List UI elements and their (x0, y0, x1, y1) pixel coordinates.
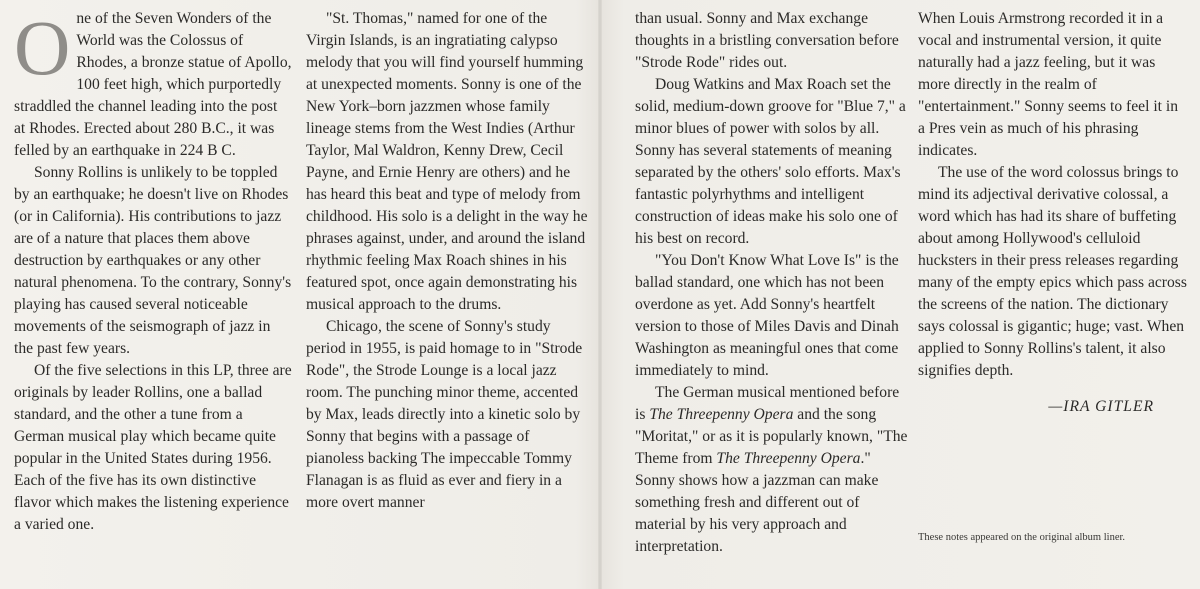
paragraph-5-continued: than usual. Sonny and Max exchange thoughts in a bristling conversation before "Strode Rode" rides out. (635, 10, 899, 71)
paragraph-9: The use of the word colossus brings to mind its adjectival derivative colossal, a word which has had its share of buffeting about among Hollywood's celluloid hucksters in their press releases regarding many of the empty epics which pass across the screens of the nation. The dictionary says colossal is gigantic; huge; vast. When applied to Sonny Rollins's talent, it also signifies depth. (918, 164, 1187, 379)
paragraph-2: Sonny Rollins is unlikely to be toppled by an earthquake; he doesn't live on Rhodes (or in California). His contributions to jazz are of a nature that places them above destruction by earthquakes or any other natural phenomena. To the contrary, Sonny's playing has caused several noticeable movements of the seismograph of jazz in the past few years. (14, 164, 292, 357)
paragraph-3: Of the five selections in this LP, three are originals by leader Rollins, one a ballad standard, and the other a tune from a German musical play which became quite popular in the United States during 1956. Each of the five has its own distinctive flavor which makes the listening experience a varied one. (14, 362, 292, 533)
opera-title: The Threepenny Opera (649, 406, 794, 423)
footnote: These notes appeared on the original album liner. (918, 532, 1126, 543)
column-2 (306, 8, 590, 514)
column-4 (918, 8, 1188, 418)
author-credit: —IRA GITLER (1048, 398, 1154, 415)
paragraph-8-continued: When Louis Armstrong recorded it in a vocal and instrumental version, it quite naturally had a jazz feeling, but it was more directly in the realm of "entertainment." Sonny seems to feel it in a Pres vein as much of his phrasing indicates. (918, 10, 1179, 159)
column-1 (14, 4, 292, 536)
paragraph-1: One of the Seven Wonders of the World was the Colossus of Rhodes, a bronze statue of Apollo, 100 feet high, which purportedly straddled the channel leading into the post at Rhodes. Erected about 280 B.C., it was felled by an earthquake in 224 B C. (14, 4, 292, 159)
paragraph-8: The German musical mentioned before is The Threepenny Opera and the song "Moritat," or as it is popularly known, "The Theme from The Threepenny Opera." Sonny shows how a jazzman can make something fresh and different out of material by his very approach and interpretation. (635, 384, 908, 555)
drop-cap: O (14, 4, 71, 91)
paragraph-7: "You Don't Know What Love Is" is the ballad standard, one which has not been overdone as yet. Add Sonny's heartfelt version to those of Miles Davis and Dinah Washington as meaningful ones that come immediately to mind. (635, 252, 899, 379)
paragraph-6: Doug Watkins and Max Roach set the solid, medium-down groove for "Blue 7," a minor blues of power with solos by all. Sonny has several statements of meaning separated by the others' solo efforts. Max's fantastic polyrhythms and intelligent construction of ideas make his solo one of his best on record. (635, 76, 906, 247)
paragraph-5: Chicago, the scene of Sonny's study period in 1955, is paid homage to in "Strode Rode", the Strode Lounge is a local jazz room. The punching minor theme, accented by Max, leads directly into a kinetic solo by Sonny that begins with a passage of pianoless backing The impeccable Tommy Flanagan is as fluid as ever and fiery in a more overt manner (306, 318, 583, 511)
center-fold (598, 0, 602, 589)
opera-title: The Threepenny Opera (716, 450, 861, 467)
column-3 (635, 8, 910, 558)
paragraph-4: "St. Thomas," named for one of the Virgin Islands, is an ingratiating calypso melody that you will find yourself humming at unexpected moments. Sonny is one of the New York–born jazzmen whose family lineage stems from the West Indies (Arthur Taylor, Mal Waldron, Kenny Drew, Cecil Payne, and Ernie Henry are others) and he has heard this beat and type of melody from childhood. His solo is a delight in the way he phrases against, under, and around the island rhythmic feeling Max Roach shines in his featured spot, once again demonstrating his musical approach to the drums. (306, 10, 588, 313)
